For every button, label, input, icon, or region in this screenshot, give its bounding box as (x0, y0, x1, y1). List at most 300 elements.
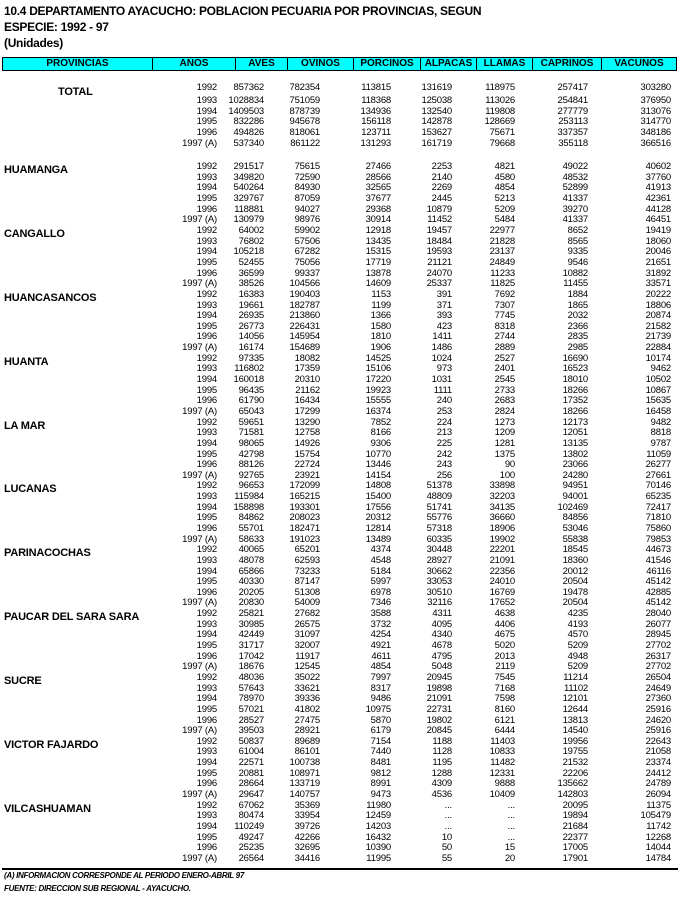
cell-ovinos: 15754 (294, 448, 320, 460)
cell-caprinos: 277779 (557, 105, 588, 117)
cell-ovinos: 27682 (294, 608, 320, 620)
cell-alpacas: 1031 (431, 374, 452, 386)
cell-aves: 42449 (238, 629, 264, 641)
cell-vacunos: 20874 (645, 310, 671, 322)
cell-vacunos: 15635 (645, 395, 671, 407)
cell-ovinos: 99337 (294, 267, 320, 279)
cell-year: 1996 (196, 395, 217, 407)
cell-alpacas: 55 (441, 852, 452, 864)
cell-year: 1996 (196, 714, 217, 726)
cell-aves: 28527 (238, 714, 264, 726)
cell-caprinos: 2985 (567, 342, 588, 354)
cell-caprinos: 13135 (562, 437, 588, 449)
cell-aves: 349820 (233, 171, 264, 183)
cell-porcinos: 15106 (365, 363, 391, 375)
table-row (0, 854, 680, 865)
cell-ovinos: 33954 (294, 810, 320, 822)
cell-vacunos: 71810 (645, 512, 671, 524)
cell-vacunos: 314770 (640, 116, 671, 128)
cell-llamas: 21828 (489, 235, 515, 247)
cell-caprinos: 22377 (562, 831, 588, 843)
cell-alpacas: 1128 (432, 746, 452, 758)
cell-year: 1995 (196, 116, 217, 128)
cell-caprinos: 5209 (567, 640, 588, 652)
cell-porcinos: 8991 (370, 778, 391, 790)
table-row (0, 128, 680, 139)
cell-ovinos: 14926 (294, 437, 320, 449)
cell-year: 1996 (196, 459, 217, 471)
cell-year: 1992 (196, 608, 217, 620)
cell-alpacas: 256 (436, 469, 452, 481)
cell-vacunos: 9482 (650, 416, 671, 428)
cell-ovinos: 65201 (294, 544, 320, 556)
cell-vacunos: 9787 (650, 437, 671, 449)
cell-vacunos: 41913 (645, 182, 671, 194)
cell-year: 1992 (196, 799, 217, 811)
cell-porcinos: 37677 (365, 193, 391, 205)
cell-alpacas: 1111 (433, 384, 452, 396)
col-header-vacunos: VACUNOS (614, 58, 664, 69)
cell-ovinos: 54009 (294, 597, 320, 609)
cell-llamas: 4406 (494, 618, 515, 630)
cell-llamas: 22201 (489, 544, 515, 556)
cell-vacunos: 20222 (645, 288, 671, 300)
cell-porcinos: 15315 (365, 246, 391, 258)
cell-vacunos: 26077 (645, 618, 671, 630)
cell-aves: 50837 (238, 735, 264, 747)
cell-alpacas: 224 (436, 416, 452, 428)
cell-alpacas: 30448 (426, 544, 452, 556)
cell-llamas: 5484 (494, 214, 515, 226)
cell-llamas: 5209 (494, 203, 515, 215)
cell-year: 1996 (196, 650, 217, 662)
cell-aves: 80474 (238, 810, 264, 822)
cell-aves: 57021 (238, 703, 264, 715)
cell-ovinos: 12758 (294, 427, 320, 439)
cell-caprinos: 355118 (558, 137, 588, 149)
cell-caprinos: 94001 (562, 491, 588, 503)
cell-year: 1997 (A) (182, 342, 217, 354)
cell-alpacas: 5048 (431, 661, 452, 673)
table-row (0, 556, 680, 567)
cell-alpacas: 55776 (426, 512, 452, 524)
province-group (0, 609, 680, 673)
cell-vacunos: 46116 (646, 565, 671, 577)
cell-porcinos: 7852 (370, 416, 391, 428)
province-name: LUCANAS (4, 483, 57, 496)
cell-year: 1993 (196, 95, 217, 106)
cell-ovinos: 193301 (289, 501, 320, 513)
cell-aves: 22571 (238, 757, 264, 769)
cell-ovinos: 133719 (289, 778, 320, 790)
cell-alpacas: 33053 (426, 576, 452, 588)
cell-caprinos: 41337 (562, 193, 588, 205)
cell-year: 1994 (196, 246, 217, 258)
cell-alpacas: 24070 (426, 267, 452, 279)
cell-ovinos: 89689 (294, 735, 320, 747)
cell-alpacas: 18484 (426, 235, 452, 247)
cell-llamas: 2401 (494, 363, 515, 375)
cell-year: 1993 (196, 746, 217, 758)
cell-caprinos: 5209 (567, 661, 588, 673)
cell-aves: 42798 (238, 448, 264, 460)
cell-aves: 20205 (238, 586, 264, 598)
cell-porcinos: 7997 (370, 671, 391, 683)
cell-vacunos: 25916 (645, 703, 671, 715)
cell-year: 1993 (196, 810, 217, 822)
cell-year: 1997 (A) (182, 533, 217, 545)
cell-ovinos: 11917 (295, 650, 320, 662)
cell-ovinos: 140757 (289, 789, 320, 800)
cell-llamas: 36660 (489, 512, 515, 524)
cell-caprinos: 53046 (562, 522, 588, 534)
cell-ovinos: 67282 (294, 246, 320, 258)
cell-alpacas: 142878 (421, 116, 452, 128)
cell-alpacas: 22731 (426, 703, 452, 715)
cell-porcinos: 12459 (365, 810, 391, 822)
cell-porcinos: 1580 (370, 320, 391, 332)
cell-alpacas: 1288 (431, 767, 452, 779)
cell-porcinos: 19923 (365, 384, 391, 396)
cell-year: 1992 (196, 544, 217, 556)
cell-llamas: 79668 (489, 137, 515, 149)
cell-aves: 52455 (238, 256, 264, 268)
cell-vacunos: 27702 (645, 640, 671, 652)
cell-year: 1995 (196, 703, 217, 715)
province-group (0, 737, 680, 801)
cell-caprinos: 94951 (562, 480, 588, 492)
cell-vacunos: 21582 (645, 320, 671, 332)
cell-aves: 25235 (238, 842, 264, 854)
cell-caprinos: 16523 (562, 363, 588, 375)
cell-porcinos: 8317 (370, 682, 391, 694)
cell-vacunos: 23374 (645, 757, 671, 769)
cell-alpacas: 30662 (426, 565, 452, 577)
cell-porcinos: 4611 (371, 650, 391, 662)
cell-porcinos: 123711 (361, 126, 391, 138)
cell-alpacas: 423 (436, 320, 452, 332)
cell-alpacas: ... (444, 810, 452, 822)
cell-caprinos: 19956 (562, 735, 588, 747)
cell-porcinos: 16432 (365, 831, 391, 843)
cell-year: 1994 (196, 501, 217, 513)
cell-ovinos: 182787 (289, 299, 320, 311)
cell-alpacas: 1411 (432, 331, 452, 343)
cell-ovinos: 104566 (289, 278, 320, 290)
cell-alpacas: 32116 (427, 597, 452, 609)
cell-year: 1996 (196, 203, 217, 215)
cell-vacunos: 28945 (645, 629, 671, 641)
cell-porcinos: 1153 (371, 288, 391, 300)
cell-llamas: 15 (504, 842, 515, 854)
cell-aves: 49247 (238, 831, 264, 843)
cell-year: 1992 (196, 416, 217, 428)
cell-alpacas: 242 (436, 448, 452, 460)
cell-porcinos: 9473 (370, 789, 391, 800)
cell-vacunos: 25916 (645, 725, 671, 737)
cell-aves: 26935 (238, 310, 264, 322)
province-group (0, 801, 680, 865)
cell-caprinos: 18010 (562, 374, 588, 386)
cell-caprinos: 9335 (567, 246, 588, 258)
cell-caprinos: 23066 (562, 459, 588, 471)
cell-aves: 25821 (238, 608, 264, 620)
cell-ovinos: 84930 (294, 182, 320, 194)
cell-ovinos: 33621 (294, 682, 320, 694)
province-name: LA MAR (4, 419, 46, 432)
cell-porcinos: 14808 (365, 480, 391, 492)
cell-alpacas: 4309 (431, 778, 452, 790)
cell-aves: 78970 (238, 693, 264, 705)
cell-caprinos: 13813 (562, 714, 588, 726)
cell-porcinos: 113815 (361, 82, 391, 93)
cell-porcinos: 12814 (365, 522, 391, 534)
cell-vacunos: 10867 (645, 384, 671, 396)
cell-alpacas: 19898 (426, 682, 452, 694)
cell-porcinos: 7346 (370, 597, 391, 609)
cell-ovinos: 16434 (294, 395, 320, 407)
cell-alpacas: 132540 (421, 105, 452, 117)
cell-caprinos: 55838 (562, 533, 588, 545)
cell-year: 1992 (196, 288, 217, 300)
col-header-ovinos: OVINOS (288, 58, 354, 70)
cell-porcinos: 28566 (365, 171, 391, 183)
cell-ovinos: 72590 (294, 171, 320, 183)
cell-aves: 537340 (233, 137, 264, 149)
cell-alpacas: 125038 (421, 95, 452, 106)
cell-aves: 97335 (238, 352, 264, 364)
cell-porcinos: 7154 (370, 735, 391, 747)
cell-aves: 76802 (238, 235, 264, 247)
cell-aves: 36599 (238, 267, 264, 279)
cell-aves: 17042 (238, 650, 264, 662)
cell-ovinos: 27475 (294, 714, 320, 726)
table-row (0, 705, 680, 716)
cell-vacunos: 70146 (645, 480, 671, 492)
cell-vacunos: 42885 (645, 586, 671, 598)
cell-llamas: 11403 (490, 735, 515, 747)
cell-ovinos: 208023 (289, 512, 320, 524)
cell-aves: 55701 (238, 522, 264, 534)
cell-vacunos: 44128 (645, 203, 671, 215)
col-header-aves: AVES (236, 58, 288, 70)
cell-llamas: 75671 (489, 126, 515, 138)
cell-aves: 57643 (238, 682, 264, 694)
cell-year: 1996 (196, 778, 217, 790)
cell-alpacas: 10 (441, 831, 452, 843)
cell-ovinos: 35022 (294, 671, 320, 683)
cell-aves: 291517 (233, 161, 264, 173)
cell-caprinos: 41337 (562, 214, 588, 226)
cell-caprinos: 4235 (567, 608, 588, 620)
table-header (2, 57, 677, 71)
cell-alpacas: 28927 (426, 554, 452, 566)
cell-year: 1996 (196, 267, 217, 279)
cell-alpacas: 4536 (431, 789, 452, 800)
cell-aves: 30985 (238, 618, 264, 630)
cell-aves: 105218 (233, 246, 264, 258)
cell-vacunos: 21651 (645, 256, 671, 268)
province-name: HUANCASANCOS (4, 291, 97, 304)
province-group (0, 354, 680, 418)
cell-llamas: 7307 (494, 299, 515, 311)
cell-alpacas: 2140 (431, 171, 452, 183)
cell-vacunos: 18806 (645, 299, 671, 311)
cell-alpacas: 48809 (426, 491, 452, 503)
cell-llamas: 8160 (494, 703, 515, 715)
col-header-provincias: PROVINCIAS (3, 58, 153, 70)
cell-alpacas: 391 (436, 288, 452, 300)
cell-aves: 116802 (234, 363, 264, 375)
cell-llamas: ... (507, 820, 515, 832)
cell-ovinos: 51308 (294, 586, 320, 598)
cell-ovinos: 782354 (289, 82, 320, 93)
cell-alpacas: 1195 (432, 757, 452, 769)
cell-llamas: 2744 (494, 331, 515, 343)
cell-year: 1996 (196, 842, 217, 854)
province-name: PAUCAR DEL SARA SARA (4, 611, 140, 624)
cell-year: 1997 (A) (182, 137, 217, 149)
cell-llamas: 2527 (494, 352, 515, 364)
cell-caprinos: 2032 (567, 310, 588, 322)
cell-alpacas: 1188 (432, 735, 452, 747)
cell-ovinos: 878739 (289, 105, 320, 117)
cell-ovinos: 39726 (294, 820, 320, 832)
cell-caprinos: 22206 (562, 767, 588, 779)
cell-llamas: 90 (504, 459, 515, 471)
cell-porcinos: 9306 (370, 437, 391, 449)
cell-llamas: 10409 (489, 789, 515, 800)
cell-llamas: 119808 (485, 105, 515, 117)
cell-ovinos: 87147 (294, 576, 320, 588)
cell-year: 1997 (A) (182, 214, 217, 226)
cell-ovinos: 86101 (294, 746, 320, 758)
cell-alpacas: 19457 (426, 225, 452, 237)
cell-vacunos: 22643 (645, 735, 671, 747)
cell-aves: 115984 (234, 491, 264, 503)
cell-llamas: ... (507, 799, 515, 811)
cell-alpacas: 4095 (431, 618, 452, 630)
cell-caprinos: 10882 (562, 267, 588, 279)
cell-porcinos: 14154 (365, 469, 391, 481)
cell-vacunos: 24412 (645, 767, 671, 779)
cell-aves: 16174 (238, 342, 264, 354)
cell-caprinos: 12644 (562, 703, 588, 715)
cell-ovinos: 39336 (294, 693, 320, 705)
cell-llamas: 5213 (494, 193, 515, 205)
cell-alpacas: 11452 (427, 214, 452, 226)
cell-year: 1993 (196, 427, 217, 439)
cell-llamas: 2683 (494, 395, 515, 407)
cell-year: 1997 (A) (182, 278, 217, 290)
province-name: PARINACOCHAS (4, 547, 91, 560)
cell-vacunos: 24649 (645, 682, 671, 694)
cell-vacunos: 72417 (645, 501, 671, 513)
cell-caprinos: 18266 (562, 405, 588, 417)
cell-alpacas: ... (444, 799, 452, 811)
cell-caprinos: 14540 (562, 725, 588, 737)
cell-vacunos: 24789 (645, 778, 671, 790)
cell-vacunos: 12268 (645, 831, 671, 843)
cell-caprinos: 18266 (562, 384, 588, 396)
cell-ovinos: 59902 (294, 225, 320, 237)
cell-alpacas: 4340 (431, 629, 452, 641)
table-row (0, 822, 680, 833)
cell-aves: 88126 (238, 459, 264, 471)
cell-aves: 857362 (233, 82, 264, 93)
cell-llamas: 7692 (494, 288, 515, 300)
province-name: VILCASHUAMAN (4, 802, 91, 815)
cell-aves: 40330 (238, 576, 264, 588)
cell-alpacas: 213 (436, 427, 452, 439)
cell-llamas: 2889 (494, 342, 515, 354)
cell-porcinos: 13489 (365, 533, 391, 545)
cell-year: 1992 (196, 480, 217, 492)
cell-vacunos: 22884 (645, 342, 671, 354)
cell-llamas: 1273 (494, 416, 515, 428)
cell-alpacas: 51378 (426, 480, 452, 492)
cell-caprinos: 17352 (562, 395, 588, 407)
cell-caprinos: 12051 (562, 427, 588, 439)
cell-caprinos: 48532 (562, 171, 588, 183)
cell-llamas: 18906 (489, 522, 515, 534)
cell-vacunos: 37760 (645, 171, 671, 183)
cell-aves: 1409503 (228, 105, 264, 117)
cell-year: 1994 (196, 437, 217, 449)
cell-caprinos: 20504 (562, 576, 588, 588)
cell-caprinos: 257417 (557, 82, 588, 93)
cell-aves: 64002 (238, 225, 264, 237)
cell-llamas: 4854 (494, 182, 515, 194)
cell-year: 1992 (196, 352, 217, 364)
cell-vacunos: 16458 (645, 405, 671, 417)
footer-divider (2, 868, 678, 870)
cell-year: 1995 (196, 256, 217, 268)
cell-porcinos: 30914 (365, 214, 391, 226)
table-row (0, 439, 680, 450)
cell-ovinos: 182471 (289, 522, 320, 534)
table-row (0, 139, 680, 150)
cell-llamas: 11233 (490, 267, 515, 279)
cell-llamas: 4580 (494, 171, 515, 183)
cell-llamas: 17652 (489, 597, 515, 609)
title-units: (Unidades) (4, 36, 64, 50)
cell-porcinos: 14609 (365, 278, 391, 290)
cell-llamas: 4675 (494, 629, 515, 641)
cell-ovinos: 35369 (294, 799, 320, 811)
cell-year: 1997 (A) (182, 469, 217, 481)
cell-porcinos: 4854 (370, 661, 391, 673)
cell-llamas: 12331 (489, 767, 515, 779)
cell-caprinos: 17901 (562, 852, 588, 864)
cell-porcinos: 5870 (370, 714, 391, 726)
table-row (0, 673, 680, 684)
cell-caprinos: 11102 (563, 682, 588, 694)
cell-alpacas: 21091 (426, 693, 452, 705)
cell-vacunos: 31892 (645, 267, 671, 279)
cell-vacunos: 40602 (645, 161, 671, 173)
cell-caprinos: 1865 (567, 299, 588, 311)
cell-vacunos: 46451 (645, 214, 671, 226)
cell-alpacas: 19593 (426, 246, 452, 258)
cell-aves: 40065 (238, 544, 264, 556)
cell-llamas: 7745 (494, 310, 515, 322)
cell-aves: 110249 (234, 820, 264, 832)
cell-ovinos: 945678 (289, 116, 320, 128)
cell-vacunos: 79853 (645, 533, 671, 545)
cell-porcinos: 1810 (370, 331, 391, 343)
cell-llamas: 24010 (489, 576, 515, 588)
